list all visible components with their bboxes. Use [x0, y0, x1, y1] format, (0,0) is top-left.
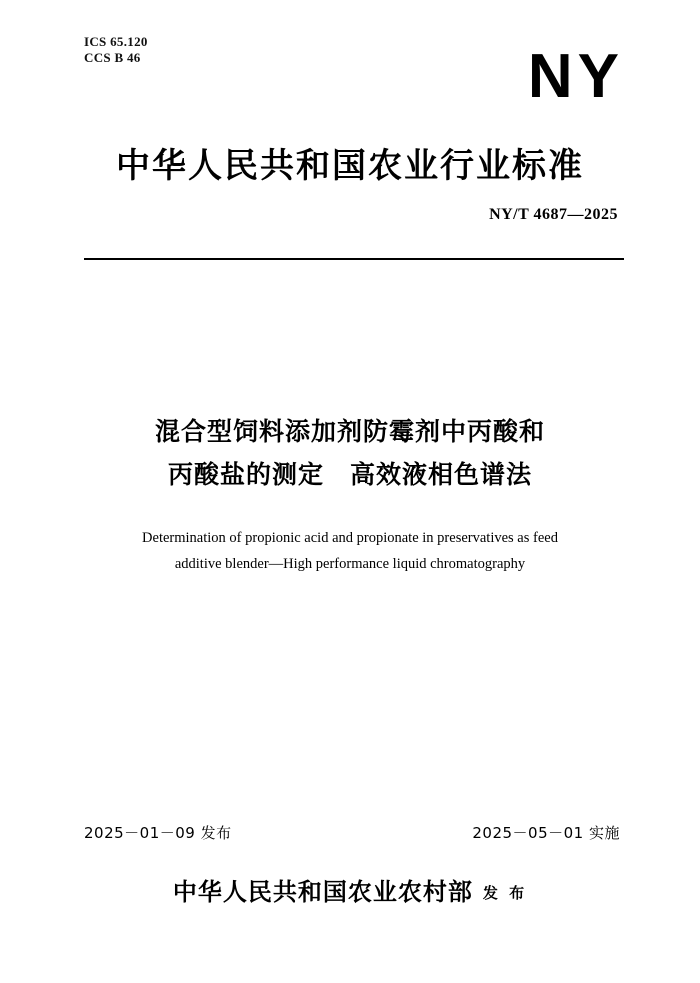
- publisher-block: [0, 872, 700, 907]
- document-title-cn-line1: 混合型饲料添加剂防霉剂中丙酸和: [154, 417, 545, 446]
- publisher-name: 中华人民共和国农业农村部: [172, 878, 473, 906]
- document-title-cn: [70, 410, 630, 496]
- document-title-cn-line2: 丙酸盐的测定 高效液相色谱法: [167, 460, 532, 489]
- ics-code: ICS 65.120: [84, 34, 148, 49]
- effective-date: 2025－05－01 实施: [472, 824, 620, 842]
- publisher-suffix: 发 布: [482, 884, 528, 902]
- document-title-en: [90, 525, 610, 577]
- document-title-en-line1: Determination of propionic acid and propionate in preservatives as feed: [142, 530, 558, 546]
- ccs-code: CCS B 46: [84, 50, 141, 65]
- document-title-en-line2: additive blender—High performance liquid chromatography: [174, 556, 526, 572]
- ics-classification-block: [84, 34, 148, 66]
- issue-date: 2025－01－09 发布: [84, 824, 232, 842]
- standard-number: NY/T 4687—2025: [489, 206, 618, 223]
- header-divider: [84, 258, 624, 260]
- ny-logo: NY: [527, 42, 624, 111]
- series-title: 中华人民共和国农业行业标准: [116, 146, 584, 186]
